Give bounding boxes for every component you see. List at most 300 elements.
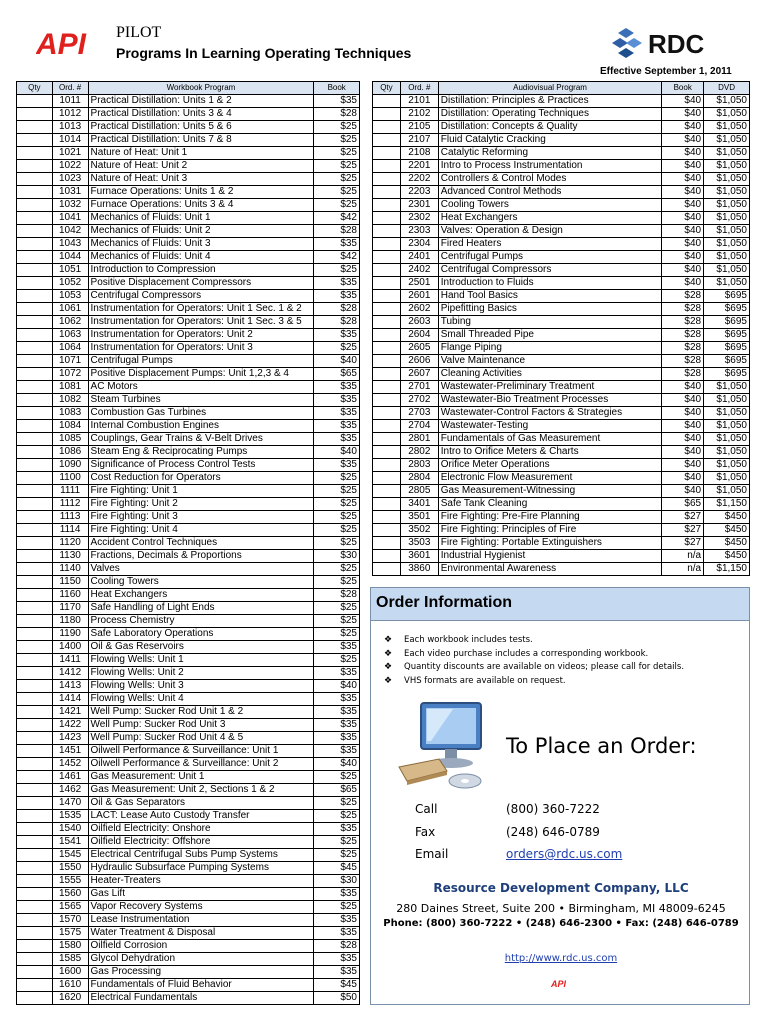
program-cell: Practical Distillation: Units 5 & 6 bbox=[88, 121, 314, 134]
table-row bbox=[373, 342, 750, 355]
order-notes-list bbox=[384, 635, 749, 686]
qty-cell[interactable] bbox=[17, 836, 53, 849]
qty-cell[interactable] bbox=[373, 485, 401, 498]
dvd-price-cell: $450 bbox=[704, 550, 750, 563]
computer-icon bbox=[393, 701, 493, 793]
book-price-cell: $42 bbox=[314, 212, 360, 225]
order-number-cell: 1052 bbox=[52, 277, 88, 290]
table-row bbox=[373, 537, 750, 550]
program-cell: Well Pump: Sucker Rod Unit 1 & 2 bbox=[88, 706, 314, 719]
program-cell: Mechanics of Fluids: Unit 4 bbox=[88, 251, 314, 264]
book-price-cell: $40 bbox=[662, 134, 704, 147]
program-cell: Practical Distillation: Units 3 & 4 bbox=[88, 108, 314, 121]
fax-number: (248) 646-0789 bbox=[506, 825, 600, 839]
book-price-cell: $25 bbox=[314, 524, 360, 537]
qty-cell[interactable] bbox=[373, 173, 401, 186]
program-cell: Orifice Meter Operations bbox=[438, 459, 662, 472]
qty-cell[interactable] bbox=[373, 394, 401, 407]
program-cell: Introduction to Compression bbox=[88, 264, 314, 277]
qty-cell[interactable] bbox=[17, 654, 53, 667]
qty-cell[interactable] bbox=[17, 576, 53, 589]
book-price-cell: $40 bbox=[662, 173, 704, 186]
book-price-cell: $35 bbox=[314, 407, 360, 420]
order-number-cell: 2606 bbox=[400, 355, 438, 368]
call-label: Call bbox=[415, 802, 438, 816]
qty-cell[interactable] bbox=[17, 407, 53, 420]
book-price-cell: $35 bbox=[314, 745, 360, 758]
col-workbook-program: Workbook Program bbox=[88, 82, 314, 95]
program-cell: Furnace Operations: Units 3 & 4 bbox=[88, 199, 314, 212]
diamond-bullet-icon: ❖ bbox=[384, 635, 393, 645]
qty-cell[interactable] bbox=[373, 134, 401, 147]
qty-cell[interactable] bbox=[17, 134, 53, 147]
table-row bbox=[373, 264, 750, 277]
qty-cell[interactable] bbox=[373, 95, 401, 108]
program-cell: Safe Laboratory Operations bbox=[88, 628, 314, 641]
company-address: 280 Daines Street, Suite 200 • Birmingham, MI 48009-6245 bbox=[396, 902, 726, 915]
program-cell: Gas Processing bbox=[88, 966, 314, 979]
order-number-cell: 1541 bbox=[52, 836, 88, 849]
qty-cell[interactable] bbox=[17, 953, 53, 966]
company-name: Resource Development Company, LLC bbox=[433, 881, 689, 895]
dvd-price-cell: $1,050 bbox=[704, 407, 750, 420]
qty-cell[interactable] bbox=[17, 875, 53, 888]
qty-cell[interactable] bbox=[17, 706, 53, 719]
qty-cell[interactable] bbox=[17, 186, 53, 199]
book-price-cell: $25 bbox=[314, 797, 360, 810]
order-number-cell: 2303 bbox=[400, 225, 438, 238]
table-row bbox=[17, 485, 360, 498]
qty-cell[interactable] bbox=[373, 303, 401, 316]
qty-cell[interactable] bbox=[373, 264, 401, 277]
qty-cell[interactable] bbox=[17, 433, 53, 446]
table-row bbox=[17, 940, 360, 953]
qty-cell[interactable] bbox=[373, 277, 401, 290]
book-price-cell: $28 bbox=[314, 225, 360, 238]
book-price-cell: $25 bbox=[314, 147, 360, 160]
qty-cell[interactable] bbox=[17, 810, 53, 823]
table-row bbox=[373, 121, 750, 134]
qty-cell[interactable] bbox=[373, 108, 401, 121]
rdc-logo bbox=[612, 24, 738, 64]
qty-cell[interactable] bbox=[373, 381, 401, 394]
order-number-cell: 2501 bbox=[400, 277, 438, 290]
order-number-cell: 1083 bbox=[52, 407, 88, 420]
book-price-cell: $27 bbox=[662, 537, 704, 550]
qty-cell[interactable] bbox=[17, 537, 53, 550]
qty-cell[interactable] bbox=[17, 108, 53, 121]
order-number-cell: 1570 bbox=[52, 914, 88, 927]
page-title: Programs In Learning Operating Techniques bbox=[116, 45, 412, 61]
qty-cell[interactable] bbox=[373, 251, 401, 264]
order-number-cell: 3503 bbox=[400, 537, 438, 550]
table-row bbox=[17, 758, 360, 771]
book-price-cell: $28 bbox=[662, 329, 704, 342]
table-row bbox=[17, 706, 360, 719]
program-cell: Instrumentation for Operators: Unit 2 bbox=[88, 329, 314, 342]
book-price-cell: $35 bbox=[314, 277, 360, 290]
program-cell: Glycol Dehydration bbox=[88, 953, 314, 966]
table-row bbox=[17, 641, 360, 654]
dvd-price-cell: $1,150 bbox=[704, 498, 750, 511]
dvd-price-cell: $695 bbox=[704, 290, 750, 303]
book-price-cell: $40 bbox=[314, 446, 360, 459]
program-cell: Oil & Gas Reservoirs bbox=[88, 641, 314, 654]
book-price-cell: $25 bbox=[314, 160, 360, 173]
qty-cell[interactable] bbox=[17, 719, 53, 732]
table-row bbox=[17, 589, 360, 602]
qty-cell[interactable] bbox=[17, 901, 53, 914]
order-number-cell: 1114 bbox=[52, 524, 88, 537]
program-cell: Fluid Catalytic Cracking bbox=[438, 134, 662, 147]
book-price-cell: $25 bbox=[314, 810, 360, 823]
program-cell: Safe Handling of Light Ends bbox=[88, 602, 314, 615]
order-number-cell: 2703 bbox=[400, 407, 438, 420]
dvd-price-cell: $1,050 bbox=[704, 420, 750, 433]
table-row bbox=[17, 888, 360, 901]
order-number-cell: 1086 bbox=[52, 446, 88, 459]
book-price-cell: $65 bbox=[662, 498, 704, 511]
table-row bbox=[17, 810, 360, 823]
qty-cell[interactable] bbox=[17, 940, 53, 953]
table-row bbox=[17, 719, 360, 732]
qty-cell[interactable] bbox=[17, 264, 53, 277]
qty-cell[interactable] bbox=[17, 459, 53, 472]
book-price-cell: n/a bbox=[662, 550, 704, 563]
table-row bbox=[373, 524, 750, 537]
qty-cell[interactable] bbox=[17, 355, 53, 368]
book-price-cell: $35 bbox=[314, 693, 360, 706]
order-number-cell: 1540 bbox=[52, 823, 88, 836]
qty-cell[interactable] bbox=[373, 420, 401, 433]
qty-cell[interactable] bbox=[17, 511, 53, 524]
qty-cell[interactable] bbox=[373, 511, 401, 524]
book-price-cell: $40 bbox=[662, 199, 704, 212]
qty-cell[interactable] bbox=[373, 446, 401, 459]
program-cell: Centrifugal Pumps bbox=[88, 355, 314, 368]
order-number-cell: 3601 bbox=[400, 550, 438, 563]
call-number: (800) 360-7222 bbox=[506, 802, 600, 816]
api-footer-logo-text: API bbox=[551, 979, 567, 988]
table-row bbox=[373, 173, 750, 186]
book-price-cell: $28 bbox=[662, 316, 704, 329]
qty-cell[interactable] bbox=[373, 186, 401, 199]
qty-cell[interactable] bbox=[17, 563, 53, 576]
qty-cell[interactable] bbox=[17, 745, 53, 758]
dvd-price-cell: $1,050 bbox=[704, 199, 750, 212]
order-number-cell: 1423 bbox=[52, 732, 88, 745]
qty-cell[interactable] bbox=[17, 927, 53, 940]
order-number-cell: 1400 bbox=[52, 641, 88, 654]
dvd-price-cell: $695 bbox=[704, 316, 750, 329]
qty-cell[interactable] bbox=[373, 329, 401, 342]
order-number-cell: 1452 bbox=[52, 758, 88, 771]
qty-cell[interactable] bbox=[17, 849, 53, 862]
dvd-price-cell: $1,050 bbox=[704, 212, 750, 225]
book-price-cell: $35 bbox=[314, 914, 360, 927]
book-price-cell: $40 bbox=[662, 225, 704, 238]
program-cell: Flowing Wells: Unit 1 bbox=[88, 654, 314, 667]
qty-cell[interactable] bbox=[17, 823, 53, 836]
qty-cell[interactable] bbox=[17, 485, 53, 498]
order-number-cell: 1063 bbox=[52, 329, 88, 342]
qty-cell[interactable] bbox=[17, 121, 53, 134]
qty-cell[interactable] bbox=[373, 199, 401, 212]
qty-cell[interactable] bbox=[17, 771, 53, 784]
qty-cell[interactable] bbox=[17, 277, 53, 290]
email-link[interactable]: orders@rdc.us.com bbox=[506, 847, 623, 861]
qty-cell[interactable] bbox=[17, 732, 53, 745]
program-cell: Lease Instrumentation bbox=[88, 914, 314, 927]
program-cell: Oilfield Electricity: Onshore bbox=[88, 823, 314, 836]
book-price-cell: $30 bbox=[314, 875, 360, 888]
qty-cell[interactable] bbox=[373, 225, 401, 238]
qty-cell[interactable] bbox=[373, 212, 401, 225]
order-number-cell: 1111 bbox=[52, 485, 88, 498]
qty-cell[interactable] bbox=[17, 914, 53, 927]
qty-cell[interactable] bbox=[17, 693, 53, 706]
program-cell: Vapor Recovery Systems bbox=[88, 901, 314, 914]
website-link[interactable]: http://www.rdc.us.com bbox=[504, 953, 618, 964]
dvd-price-cell: $1,050 bbox=[704, 394, 750, 407]
table-row bbox=[17, 875, 360, 888]
program-cell: Distillation: Operating Techniques bbox=[438, 108, 662, 121]
dvd-price-cell: $1,050 bbox=[704, 433, 750, 446]
order-number-cell: 3501 bbox=[400, 511, 438, 524]
program-cell: Safe Tank Cleaning bbox=[438, 498, 662, 511]
qty-cell[interactable] bbox=[17, 160, 53, 173]
book-price-cell: $35 bbox=[314, 732, 360, 745]
table-row bbox=[17, 355, 360, 368]
qty-cell[interactable] bbox=[373, 550, 401, 563]
qty-cell[interactable] bbox=[17, 316, 53, 329]
book-price-cell: $35 bbox=[314, 927, 360, 940]
order-number-cell: 1422 bbox=[52, 719, 88, 732]
qty-cell[interactable] bbox=[17, 212, 53, 225]
qty-cell[interactable] bbox=[17, 550, 53, 563]
qty-cell[interactable] bbox=[17, 862, 53, 875]
col-order-number: Ord. # bbox=[52, 82, 88, 95]
book-price-cell: $35 bbox=[314, 394, 360, 407]
table-row bbox=[373, 459, 750, 472]
table-row bbox=[17, 628, 360, 641]
program-cell: Advanced Control Methods bbox=[438, 186, 662, 199]
qty-cell[interactable] bbox=[373, 316, 401, 329]
program-cell: Mechanics of Fluids: Unit 1 bbox=[88, 212, 314, 225]
table-row bbox=[17, 225, 360, 238]
order-number-cell: 2701 bbox=[400, 381, 438, 394]
program-cell: Hydraulic Subsurface Pumping Systems bbox=[88, 862, 314, 875]
order-number-cell: 1022 bbox=[52, 160, 88, 173]
qty-cell[interactable] bbox=[373, 342, 401, 355]
qty-cell[interactable] bbox=[17, 992, 53, 1005]
program-cell: Nature of Heat: Unit 2 bbox=[88, 160, 314, 173]
book-price-cell: $35 bbox=[314, 433, 360, 446]
table-row bbox=[17, 160, 360, 173]
place-order-heading: To Place an Order: bbox=[506, 734, 697, 758]
qty-cell[interactable] bbox=[17, 446, 53, 459]
book-price-cell: $25 bbox=[314, 615, 360, 628]
table-row bbox=[373, 238, 750, 251]
book-price-cell: $40 bbox=[662, 121, 704, 134]
program-cell: AC Motors bbox=[88, 381, 314, 394]
dvd-price-cell: $695 bbox=[704, 303, 750, 316]
qty-cell[interactable] bbox=[373, 355, 401, 368]
qty-cell[interactable] bbox=[17, 979, 53, 992]
table-row bbox=[17, 953, 360, 966]
qty-cell[interactable] bbox=[17, 472, 53, 485]
order-number-cell: 1061 bbox=[52, 303, 88, 316]
book-price-cell: $25 bbox=[314, 563, 360, 576]
table-row bbox=[17, 979, 360, 992]
qty-cell[interactable] bbox=[373, 524, 401, 537]
table-row bbox=[17, 420, 360, 433]
order-number-cell: 3860 bbox=[400, 563, 438, 576]
qty-cell[interactable] bbox=[17, 368, 53, 381]
qty-cell[interactable] bbox=[17, 225, 53, 238]
table-row bbox=[17, 524, 360, 537]
table-row bbox=[17, 134, 360, 147]
order-number-cell: 1085 bbox=[52, 433, 88, 446]
order-number-cell: 2402 bbox=[400, 264, 438, 277]
book-price-cell: $25 bbox=[314, 628, 360, 641]
qty-cell[interactable] bbox=[17, 147, 53, 160]
order-number-cell: 1565 bbox=[52, 901, 88, 914]
table-row bbox=[17, 381, 360, 394]
dvd-price-cell: $450 bbox=[704, 511, 750, 524]
program-cell: Couplings, Gear Trains & V-Belt Drives bbox=[88, 433, 314, 446]
qty-cell[interactable] bbox=[373, 368, 401, 381]
program-cell: Process Chemistry bbox=[88, 615, 314, 628]
qty-cell[interactable] bbox=[17, 420, 53, 433]
qty-cell[interactable] bbox=[17, 602, 53, 615]
order-number-cell: 1014 bbox=[52, 134, 88, 147]
qty-cell[interactable] bbox=[17, 628, 53, 641]
qty-cell[interactable] bbox=[17, 342, 53, 355]
qty-cell[interactable] bbox=[17, 329, 53, 342]
qty-cell[interactable] bbox=[17, 966, 53, 979]
order-number-cell: 1575 bbox=[52, 927, 88, 940]
qty-cell[interactable] bbox=[17, 680, 53, 693]
qty-cell[interactable] bbox=[373, 147, 401, 160]
col-dvd: DVD bbox=[704, 82, 750, 95]
qty-cell[interactable] bbox=[17, 251, 53, 264]
qty-cell[interactable] bbox=[17, 758, 53, 771]
table-row bbox=[17, 797, 360, 810]
qty-cell[interactable] bbox=[373, 459, 401, 472]
program-cell: Electronic Flow Measurement bbox=[438, 472, 662, 485]
qty-cell[interactable] bbox=[17, 797, 53, 810]
dvd-price-cell: $1,050 bbox=[704, 485, 750, 498]
book-price-cell: $28 bbox=[662, 342, 704, 355]
program-cell: Instrumentation for Operators: Unit 3 bbox=[88, 342, 314, 355]
book-price-cell: $40 bbox=[662, 264, 704, 277]
table-row bbox=[373, 381, 750, 394]
dvd-price-cell: $1,050 bbox=[704, 472, 750, 485]
qty-cell[interactable] bbox=[17, 498, 53, 511]
qty-cell[interactable] bbox=[17, 173, 53, 186]
qty-cell[interactable] bbox=[17, 290, 53, 303]
order-number-cell: 1012 bbox=[52, 108, 88, 121]
qty-cell[interactable] bbox=[17, 238, 53, 251]
qty-cell[interactable] bbox=[373, 407, 401, 420]
qty-cell[interactable] bbox=[373, 472, 401, 485]
book-price-cell: $35 bbox=[314, 238, 360, 251]
table-row bbox=[373, 472, 750, 485]
program-cell: Cooling Towers bbox=[88, 576, 314, 589]
order-number-cell: 2804 bbox=[400, 472, 438, 485]
qty-cell[interactable] bbox=[17, 888, 53, 901]
qty-cell[interactable] bbox=[17, 615, 53, 628]
qty-cell[interactable] bbox=[373, 433, 401, 446]
qty-cell[interactable] bbox=[373, 563, 401, 576]
book-price-cell: $40 bbox=[662, 407, 704, 420]
program-cell: Instrumentation for Operators: Unit 1 Sec. 1 & 2 bbox=[88, 303, 314, 316]
order-number-cell: 2602 bbox=[400, 303, 438, 316]
qty-cell[interactable] bbox=[17, 303, 53, 316]
table-row bbox=[373, 407, 750, 420]
table-row bbox=[17, 394, 360, 407]
order-number-cell: 2702 bbox=[400, 394, 438, 407]
book-price-cell: $25 bbox=[314, 576, 360, 589]
qty-cell[interactable] bbox=[17, 784, 53, 797]
col-audiovisual-program: Audiovisual Program bbox=[438, 82, 662, 95]
qty-cell[interactable] bbox=[373, 121, 401, 134]
order-number-cell: 1023 bbox=[52, 173, 88, 186]
order-number-cell: 1150 bbox=[52, 576, 88, 589]
order-note: ❖ Each video purchase includes a corresponding workbook. bbox=[384, 648, 649, 659]
book-price-cell: $35 bbox=[314, 667, 360, 680]
order-number-cell: 2203 bbox=[400, 186, 438, 199]
qty-cell[interactable] bbox=[17, 394, 53, 407]
qty-cell[interactable] bbox=[17, 95, 53, 108]
qty-cell[interactable] bbox=[373, 160, 401, 173]
qty-cell[interactable] bbox=[17, 524, 53, 537]
qty-cell[interactable] bbox=[17, 641, 53, 654]
email-label: Email bbox=[415, 847, 449, 861]
qty-cell[interactable] bbox=[373, 238, 401, 251]
qty-cell[interactable] bbox=[373, 498, 401, 511]
order-number-cell: 1585 bbox=[52, 953, 88, 966]
table-row bbox=[17, 251, 360, 264]
diamond-bullet-icon: ❖ bbox=[384, 675, 393, 686]
program-cell: Cleaning Activities bbox=[438, 368, 662, 381]
program-cell: Environmental Awareness bbox=[438, 563, 662, 576]
book-price-cell: $25 bbox=[314, 199, 360, 212]
table-row bbox=[17, 316, 360, 329]
qty-cell[interactable] bbox=[17, 199, 53, 212]
program-cell: Flange Piping bbox=[438, 342, 662, 355]
program-cell: Water Treatment & Disposal bbox=[88, 927, 314, 940]
program-cell: Fundamentals of Fluid Behavior bbox=[88, 979, 314, 992]
qty-cell[interactable] bbox=[373, 290, 401, 303]
book-price-cell: $28 bbox=[662, 355, 704, 368]
book-price-cell: $28 bbox=[314, 108, 360, 121]
book-price-cell: $40 bbox=[662, 238, 704, 251]
qty-cell[interactable] bbox=[373, 537, 401, 550]
order-number-cell: 1100 bbox=[52, 472, 88, 485]
qty-cell[interactable] bbox=[17, 381, 53, 394]
book-price-cell: $25 bbox=[314, 511, 360, 524]
table-row bbox=[373, 563, 750, 576]
program-cell: Wastewater-Control Factors & Strategies bbox=[438, 407, 662, 420]
program-cell: Nature of Heat: Unit 1 bbox=[88, 147, 314, 160]
order-number-cell: 2108 bbox=[400, 147, 438, 160]
table-row bbox=[17, 121, 360, 134]
qty-cell[interactable] bbox=[17, 667, 53, 680]
qty-cell[interactable] bbox=[17, 589, 53, 602]
order-number-cell: 1053 bbox=[52, 290, 88, 303]
